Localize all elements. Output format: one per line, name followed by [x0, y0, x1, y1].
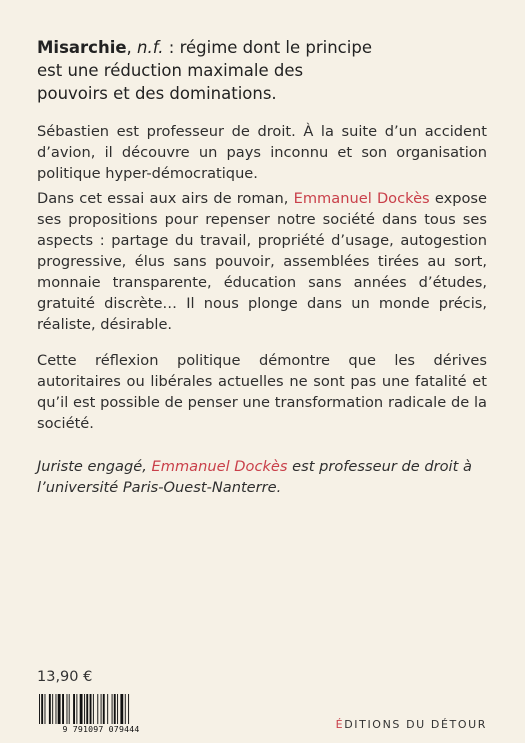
publisher-first-letter: É: [335, 718, 345, 731]
definition-part-of-speech: n.f.: [137, 38, 164, 57]
author-bio-name: Emmanuel Dockès: [151, 458, 288, 475]
paragraph-essay-body: expose ses propositions pour repenser notre société dans tous ses aspects : partage du travail, propriété d’usage, autogestion progressive, élus sans pouvoir, assemblées tirées au sort, monnaie transparente, éducation sans années d’études, gratuité discrète… Il nous plonge dans un monde précis, réaliste, désirable.: [37, 190, 487, 333]
barcode-bar: [120, 694, 123, 726]
barcode-bar: [39, 694, 40, 726]
barcode-digits: 9 791097 079444: [37, 724, 165, 734]
author-bio-text: est professeur de droit à l’université Paris-Ouest-Nanterre.: [37, 458, 472, 496]
barcode-bar: [125, 694, 126, 726]
author-bio-intro: Juriste engagé,: [37, 458, 152, 475]
paragraph-plot: Sébastien est professeur de droit. À la suite d’un accident d’avion, il découvre un pays inconnu et son organisation politique hyper-démocratique.: [37, 123, 487, 182]
publisher-rest: DITIONS DU DÉTOUR: [344, 718, 487, 731]
paragraph-reflection: Cette réflexion politique démontre que les dérives autoritaires ou libérales actuelles ne sont pas une fatalité et qu’il est possible de penser une transformation radicale de la société.: [37, 352, 487, 432]
barcode-bar: [93, 694, 94, 726]
definition-text: : régime dont le principe est une réduction maximale des pouvoirs et des dominations.: [37, 38, 372, 103]
barcode-bar: [67, 694, 68, 726]
definition-term: Misarchie: [37, 38, 127, 57]
definition-separator: ,: [126, 38, 138, 57]
barcode-bar: [49, 694, 51, 726]
paragraph-essay: [37, 188, 487, 335]
barcode-bar: [45, 694, 46, 726]
barcode-bars: [37, 694, 165, 726]
barcode-bar: [73, 694, 75, 726]
barcode-bar: [114, 694, 116, 726]
author-bio: [37, 456, 487, 498]
barcode-bar: [112, 694, 113, 726]
barcode-bar: [80, 694, 83, 726]
barcode-bar: [97, 694, 98, 726]
barcode-bar: [62, 694, 64, 726]
barcode-bar: [76, 694, 77, 726]
barcode-bar: [41, 694, 43, 726]
barcode-bar: [86, 694, 88, 726]
barcode-bar: [101, 694, 102, 726]
publisher-name: [336, 718, 487, 731]
paragraph-essay-intro: Dans cet essai aux airs de roman,: [37, 190, 294, 207]
barcode-bar: [69, 694, 70, 726]
barcode-bar: [90, 694, 92, 726]
definition: [37, 36, 377, 105]
barcode-bar: [58, 694, 61, 726]
barcode-bar: [103, 694, 105, 726]
barcode-bar: [52, 694, 53, 726]
price: 13,90 €: [37, 669, 93, 685]
barcode-bar: [128, 694, 129, 726]
author-name: Emmanuel Dockès: [293, 190, 430, 207]
barcode-bar: [107, 694, 108, 726]
barcode-bar: [84, 694, 85, 726]
barcode-bar: [117, 694, 118, 726]
barcode-bar: [56, 694, 57, 726]
barcode: [37, 694, 165, 734]
